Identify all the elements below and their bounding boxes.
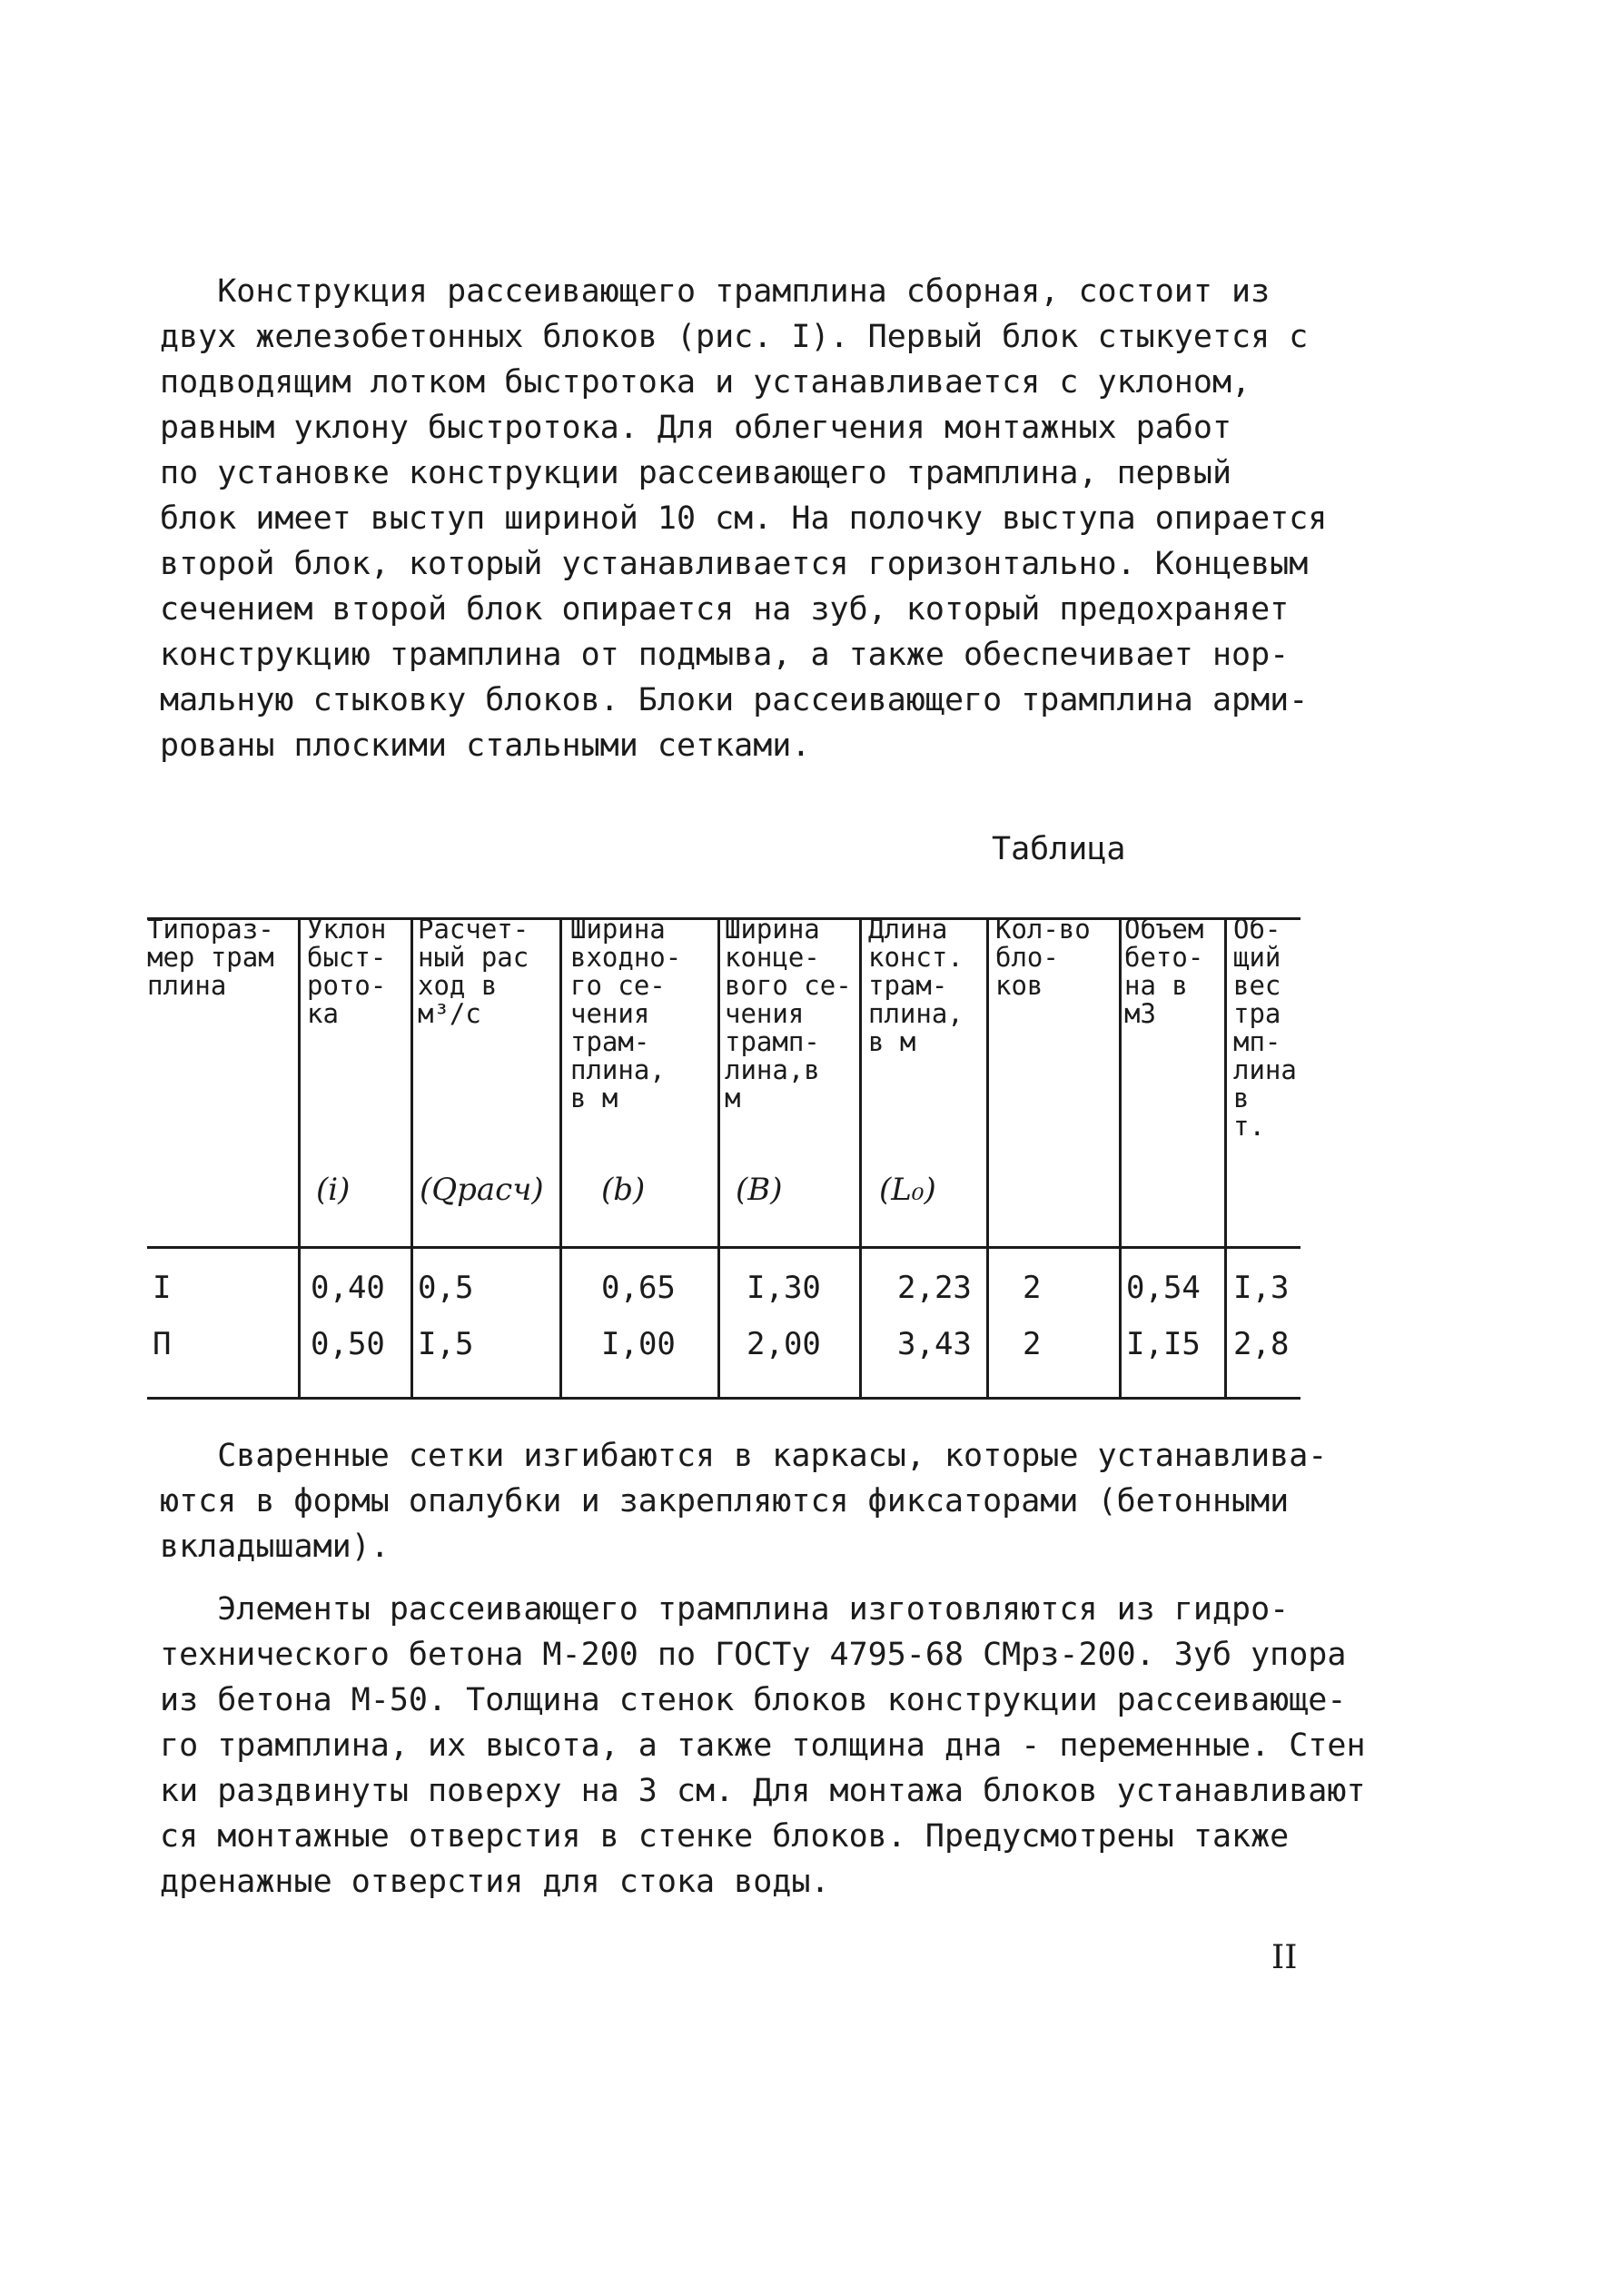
table-cell: I,30: [747, 1270, 821, 1306]
header-block-count: Кол-во бло- ков: [995, 914, 1091, 1001]
table-cell: 0,54: [1126, 1270, 1201, 1306]
table-cell: 0,65: [601, 1270, 676, 1306]
table-column-rule: [298, 919, 301, 1397]
symbol-discharge: (Qрасч): [420, 1172, 544, 1208]
table-cell: I,I5: [1126, 1326, 1201, 1362]
header-inlet-width: Ширина входно- го се- чения трам- плина, в м: [570, 914, 682, 1113]
table-column-rule: [410, 919, 413, 1397]
symbol-length: (L₀): [879, 1172, 936, 1208]
table-column-rule: [986, 919, 989, 1397]
header-end-width: Ширина конце- вого се- чения трамп- лина,в м: [725, 914, 852, 1113]
header-concrete-volume: Объем бето- на в м3: [1124, 914, 1204, 1029]
header-length: Длина конст. трам- плина, в м: [868, 914, 964, 1057]
table-cell: 2: [1023, 1270, 1042, 1306]
header-slope: Уклон быст- рото- ка: [307, 914, 387, 1029]
trampoline-parameters-table: [147, 906, 1300, 1397]
table-header-rule: [147, 1246, 1300, 1249]
page-number: II: [1271, 1939, 1298, 1976]
table-cell: 3,43: [897, 1326, 972, 1362]
table-cell: I: [153, 1270, 172, 1306]
symbol-slope: (i): [316, 1172, 351, 1208]
table-cell: 0,50: [311, 1326, 385, 1362]
table-cell: 2,00: [747, 1326, 821, 1362]
symbol-end-width: (B): [736, 1172, 783, 1208]
table-cell: П: [153, 1326, 172, 1362]
table-cell: 2,8: [1233, 1326, 1290, 1362]
table-caption: Таблица: [992, 831, 1126, 867]
table-cell: I,00: [601, 1326, 676, 1362]
table-cell: I,3: [1233, 1270, 1290, 1306]
symbol-inlet-width: (b): [601, 1172, 646, 1208]
table-cell: 0,5: [418, 1270, 474, 1306]
table-column-rule: [717, 919, 720, 1397]
header-type-size: Типораз- мер трам плина: [147, 914, 274, 1001]
table-cell: 2: [1023, 1326, 1042, 1362]
table-column-rule: [1224, 919, 1227, 1397]
table-cell: I,5: [418, 1326, 474, 1362]
table-bottom-rule: [147, 1397, 1300, 1400]
table-column-rule: [559, 919, 562, 1397]
table-column-rule: [1119, 919, 1122, 1397]
table-cell: 0,40: [311, 1270, 385, 1306]
table-cell: 2,23: [897, 1270, 972, 1306]
paragraph-construction: Конструкция рассеивающего трамплина сборная, состоит из двух железобетонных блоков (рис. I). Первый блок стыкуется с подводящим лотком быстротока и устанавливается с уклоном, равным уклону быстротока. Для облегчения монтажных работ по установке конструкции рассеивающего трамплина, первый блок имеет выступ шириной 10 см. На полочку выступа опирается второй блок, который устанавливается горизонтально. Концевым сечением второй блок опирается на зуб, который предохраняет конструкцию трамплина от подмыва, а также обеспечивает нор- мальную стыковку блоков. Блоки рассеивающего трамплина арми- рованы плоскими стальными сетками.: [160, 273, 1328, 764]
header-design-discharge: Расчет- ный рас ход в м³/с: [418, 914, 529, 1029]
paragraph-welded-meshes: Сваренные сетки изгибаются в каркасы, которые устанавлива- ются в формы опалубки и закрепляются фиксаторами (бетонными вкладышами).: [160, 1438, 1328, 1565]
header-total-weight: Об- щий вес тра мп- лина в т.: [1233, 914, 1297, 1142]
table-column-rule: [859, 919, 862, 1397]
paragraph-elements-concrete: Элементы рассеивающего трамплина изготовляются из гидро- технического бетона М-200 по ГОСТу 4795-68 СМрз-200. Зуб упора из бетона М-50. Толщина стенок блоков конструкции рассеивающе- го трамплина, их высота, а также толщина дна - переменные. Стен ки раздвинуты поверху на 3 см. Для монтажа блоков устанавливают ся монтажные отверстия в стенке блоков. Предусмотрены также дренажные отверстия для стока воды.: [160, 1591, 1366, 1900]
